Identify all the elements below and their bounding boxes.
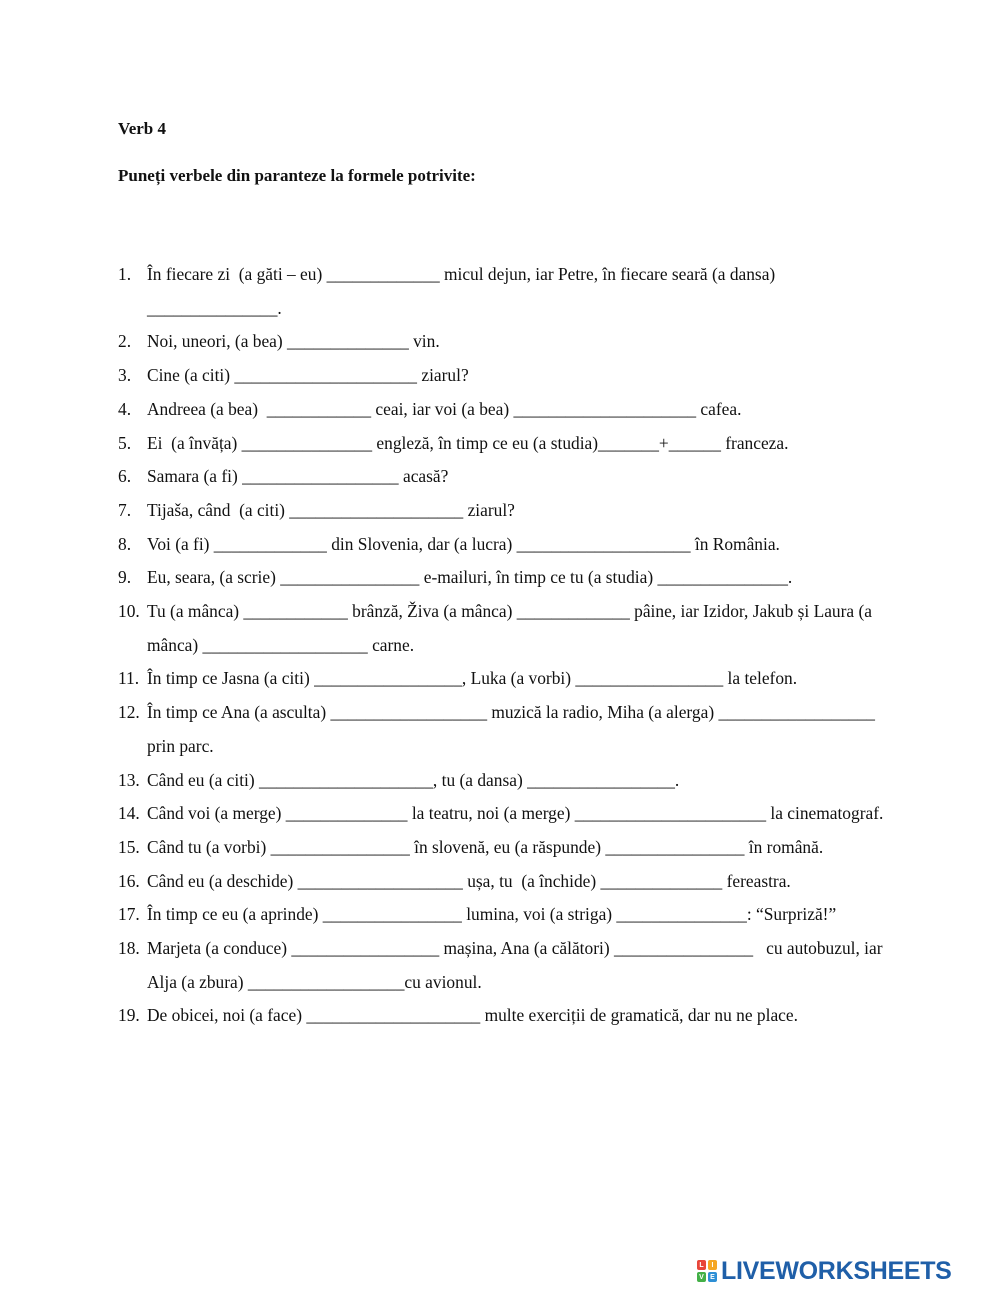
logo-block: I	[708, 1260, 717, 1270]
exercise-number: 8.	[118, 533, 132, 554]
exercise-text: Marjeta (a conduce) _________________ mașina, Ana (a călători) ________________ cu autobuzul, iar Alja (a zbura) __________________cu avionul.	[147, 938, 886, 992]
page-title: Verb 4	[118, 119, 167, 138]
exercise-text: Eu, seara, (a scrie) ________________ e-mailuri, în timp ce tu (a studia) _______________.	[147, 567, 793, 588]
exercise-number: 2.	[118, 331, 132, 352]
liveworksheets-logo	[697, 1256, 952, 1286]
exercise-item	[118, 831, 888, 865]
exercise-text: Cine (a citi) _____________________ ziarul?	[147, 365, 469, 386]
exercise-text: În timp ce Jasna (a citi) _________________, Luka (a vorbi) _________________ la telefon.	[147, 668, 798, 689]
exercise-number: 14.	[118, 803, 140, 824]
exercise-number: 19.	[118, 1005, 140, 1026]
exercise-item	[118, 359, 888, 393]
exercise-item	[118, 258, 888, 325]
exercise-text: Ei (a învăța) _______________ engleză, în timp ce eu (a studia)_______+______ franceza.	[147, 432, 789, 453]
exercise-item	[118, 696, 888, 763]
exercise-number: 5.	[118, 432, 132, 453]
exercise-text: De obicei, noi (a face) ____________________ multe exerciții de gramatică, dar nu ne place.	[147, 1005, 798, 1026]
exercise-text: Când voi (a merge) ______________ la teatru, noi (a merge) ______________________ la cinematograf.	[147, 803, 884, 824]
exercise-number: 7.	[118, 499, 132, 520]
exercise-text: Tu (a mânca) ____________ brânză, Živa (a mânca) _____________ pâine, iar Izidor, Jakub și Laura (a mânca) ___________________ carne.	[147, 601, 877, 655]
exercise-text: Când eu (a citi) ____________________, tu (a dansa) _________________.	[147, 769, 680, 790]
exercise-item	[118, 662, 888, 696]
exercise-number: 1.	[118, 264, 132, 284]
exercise-number: 6.	[118, 466, 132, 487]
exercise-item	[118, 325, 888, 359]
logo-text: LIVEWORKSHEETS	[721, 1256, 952, 1285]
exercise-item	[118, 999, 888, 1033]
logo-block: V	[697, 1272, 706, 1282]
logo-block: E	[708, 1272, 717, 1282]
exercise-item	[118, 898, 888, 932]
exercise-number: 4.	[118, 398, 132, 419]
exercise-item	[118, 528, 888, 562]
exercise-item	[118, 764, 888, 798]
exercise-text: Când eu (a deschide) ___________________ ușa, tu (a închide) ______________ fereastra.	[147, 870, 791, 891]
exercise-list	[118, 258, 888, 1033]
exercise-item	[118, 393, 888, 427]
exercise-text: În timp ce eu (a aprinde) ________________ lumina, voi (a striga) _______________: “Surpriză!”	[147, 904, 837, 925]
exercise-item	[118, 865, 888, 899]
exercise-text: Când tu (a vorbi) ________________ în slovenă, eu (a răspunde) ________________ în română.	[147, 836, 824, 857]
exercise-text: În timp ce Ana (a asculta) __________________ muzică la radio, Miha (a alerga) __________________ prin parc.	[147, 702, 880, 756]
exercise-number: 17.	[118, 904, 140, 925]
exercise-item	[118, 595, 888, 662]
exercise-item	[118, 427, 888, 461]
exercise-number: 11.	[118, 668, 140, 689]
exercise-text: Andreea (a bea) ____________ ceai, iar voi (a bea) _____________________ cafea.	[147, 398, 742, 419]
exercise-text: În fiecare zi (a găti – eu) _____________ micul dejun, iar Petre, în fiecare seară (a dansa) _______________.	[147, 264, 780, 318]
exercise-text: Tijaša, când (a citi) ____________________ ziarul?	[147, 499, 515, 520]
exercise-number: 12.	[118, 702, 140, 723]
exercise-item	[118, 494, 888, 528]
logo-blocks-icon	[697, 1260, 717, 1282]
exercise-item	[118, 797, 888, 831]
exercise-text: Voi (a fi) _____________ din Slovenia, dar (a lucra) ____________________ în România.	[147, 533, 780, 554]
exercise-number: 18.	[118, 938, 140, 959]
instructions: Puneți verbele din paranteze la formele potrivite:	[118, 166, 476, 185]
exercise-number: 3.	[118, 365, 132, 386]
exercise-number: 13.	[118, 769, 140, 790]
exercise-text: Samara (a fi) __________________ acasă?	[147, 466, 449, 487]
exercise-number: 10.	[118, 601, 140, 622]
exercise-number: 9.	[118, 567, 132, 588]
exercise-number: 16.	[118, 870, 140, 891]
exercise-number: 15.	[118, 836, 140, 857]
exercise-item	[118, 460, 888, 494]
exercise-item	[118, 561, 888, 595]
logo-block: L	[697, 1260, 706, 1270]
exercise-item	[118, 932, 888, 999]
exercise-text: Noi, uneori, (a bea) ______________ vin.	[147, 331, 440, 352]
